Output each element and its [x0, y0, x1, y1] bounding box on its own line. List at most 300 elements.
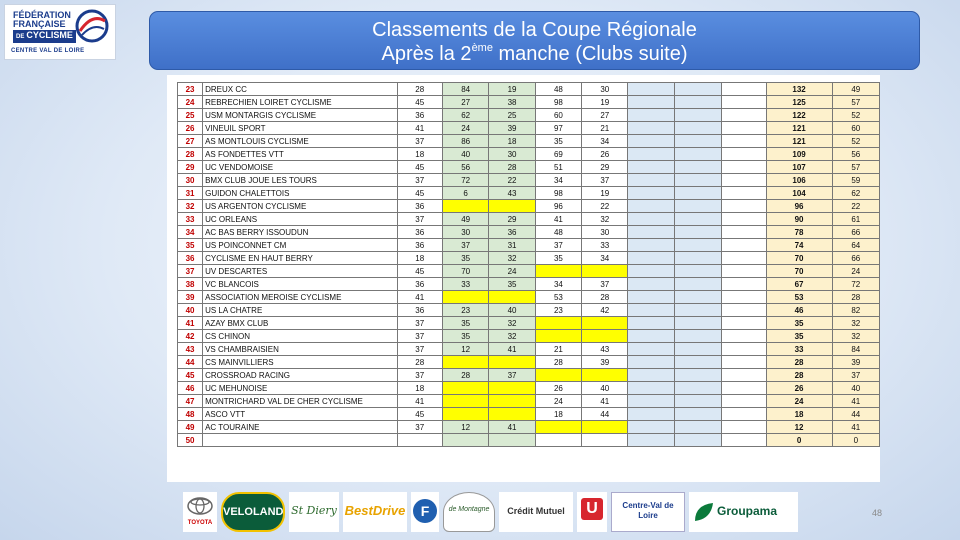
club-name-cell: US ARGENTON CYCLISME	[203, 200, 397, 213]
round-1-score-cell	[442, 382, 488, 395]
round-2-points-cell: 22	[582, 200, 628, 213]
last-column-cell: 24	[832, 265, 879, 278]
blue-empty-cell	[628, 434, 675, 447]
last-column-cell: 52	[832, 109, 879, 122]
table-row	[178, 421, 880, 434]
column-1-cell: 18	[397, 252, 442, 265]
round-2-score-cell: 24	[535, 395, 581, 408]
round-2-points-cell: 27	[582, 109, 628, 122]
total-cell: 28	[766, 369, 832, 382]
last-column-cell: 56	[832, 148, 879, 161]
rank-cell: 41	[178, 317, 203, 330]
column-1-cell: 37	[397, 330, 442, 343]
total-cell: 90	[766, 213, 832, 226]
column-1-cell: 37	[397, 421, 442, 434]
column-1-cell: 36	[397, 200, 442, 213]
club-name-cell: UV DESCARTES	[203, 265, 397, 278]
club-name-cell: UC VENDOMOISE	[203, 161, 397, 174]
blue-empty-cell	[675, 122, 722, 135]
spacer-cell	[721, 122, 766, 135]
blue-empty-cell	[628, 96, 675, 109]
total-cell: 74	[766, 239, 832, 252]
blue-empty-cell	[675, 356, 722, 369]
rank-cell: 34	[178, 226, 203, 239]
blue-empty-cell	[675, 161, 722, 174]
total-cell: 12	[766, 421, 832, 434]
rank-cell: 27	[178, 135, 203, 148]
ffc-logo	[4, 4, 116, 60]
sponsor-region-label: Centre-Val de Loire	[622, 501, 674, 520]
last-column-cell: 28	[832, 291, 879, 304]
round-2-points-cell: 26	[582, 148, 628, 161]
club-name-cell: VINEUIL SPORT	[203, 122, 397, 135]
round-1-points-cell: 18	[489, 135, 535, 148]
round-1-points-cell: 32	[489, 330, 535, 343]
page-number: 48	[872, 508, 883, 518]
blue-empty-cell	[628, 239, 675, 252]
blue-empty-cell	[628, 343, 675, 356]
club-name-cell: US POINCONNET CM	[203, 239, 397, 252]
total-cell: 46	[766, 304, 832, 317]
table-row	[178, 161, 880, 174]
blue-empty-cell	[675, 278, 722, 291]
last-column-cell: 32	[832, 330, 879, 343]
round-2-points-cell: 37	[582, 174, 628, 187]
last-column-cell: 60	[832, 122, 879, 135]
column-1-cell: 36	[397, 239, 442, 252]
sponsor-u-logo	[577, 492, 607, 532]
spacer-cell	[721, 408, 766, 421]
spacer-cell	[721, 369, 766, 382]
round-2-points-cell: 21	[582, 122, 628, 135]
round-2-points-cell: 29	[582, 161, 628, 174]
club-name-cell: CS CHINON	[203, 330, 397, 343]
sponsor-stdiery-label: St Diery	[291, 504, 337, 517]
last-column-cell: 57	[832, 161, 879, 174]
spacer-cell	[721, 265, 766, 278]
last-column-cell: 82	[832, 304, 879, 317]
round-1-points-cell: 41	[489, 421, 535, 434]
club-name-cell: AS FONDETTES VTT	[203, 148, 397, 161]
last-column-cell: 61	[832, 213, 879, 226]
round-1-points-cell: 25	[489, 109, 535, 122]
spacer-cell	[721, 343, 766, 356]
last-column-cell: 64	[832, 239, 879, 252]
sponsor-montagne-label: de Montagne	[448, 506, 490, 513]
round-2-points-cell	[582, 265, 628, 278]
round-1-score-cell: 35	[442, 317, 488, 330]
blue-empty-cell	[628, 291, 675, 304]
logo-line-3-main: CYCLISME	[26, 30, 73, 40]
round-2-score-cell: 37	[535, 239, 581, 252]
total-cell: 104	[766, 187, 832, 200]
round-1-points-cell: 30	[489, 148, 535, 161]
blue-empty-cell	[675, 174, 722, 187]
rank-cell: 29	[178, 161, 203, 174]
subtitle-before: Après la 2	[381, 43, 472, 65]
table-row	[178, 291, 880, 304]
blue-empty-cell	[675, 148, 722, 161]
column-1-cell: 45	[397, 161, 442, 174]
round-1-points-cell: 31	[489, 239, 535, 252]
blue-empty-cell	[675, 291, 722, 304]
table-row	[178, 200, 880, 213]
round-2-points-cell: 34	[582, 135, 628, 148]
table-row	[178, 187, 880, 200]
rank-cell: 42	[178, 330, 203, 343]
round-2-score-cell: 48	[535, 226, 581, 239]
sponsor-u-label: U	[581, 498, 603, 520]
blue-empty-cell	[628, 278, 675, 291]
rank-cell: 33	[178, 213, 203, 226]
column-1-cell: 28	[397, 83, 442, 96]
round-2-points-cell: 44	[582, 408, 628, 421]
spacer-cell	[721, 291, 766, 304]
total-cell: 78	[766, 226, 832, 239]
spacer-cell	[721, 278, 766, 291]
round-2-points-cell: 19	[582, 187, 628, 200]
spacer-cell	[721, 304, 766, 317]
total-cell: 26	[766, 382, 832, 395]
round-1-score-cell	[442, 434, 488, 447]
round-2-points-cell	[582, 330, 628, 343]
round-2-score-cell: 97	[535, 122, 581, 135]
round-2-points-cell: 34	[582, 252, 628, 265]
total-cell: 18	[766, 408, 832, 421]
round-1-points-cell	[489, 408, 535, 421]
round-1-score-cell: 70	[442, 265, 488, 278]
spacer-cell	[721, 239, 766, 252]
blue-empty-cell	[628, 408, 675, 421]
spacer-cell	[721, 330, 766, 343]
total-cell: 67	[766, 278, 832, 291]
round-2-score-cell: 48	[535, 83, 581, 96]
blue-empty-cell	[628, 304, 675, 317]
rank-cell: 38	[178, 278, 203, 291]
column-1-cell: 36	[397, 278, 442, 291]
sponsor-bestdrive-logo	[343, 492, 407, 532]
round-2-score-cell: 98	[535, 96, 581, 109]
last-column-cell: 44	[832, 408, 879, 421]
round-1-score-cell	[442, 200, 488, 213]
total-cell: 121	[766, 122, 832, 135]
rank-cell: 31	[178, 187, 203, 200]
round-1-points-cell: 32	[489, 252, 535, 265]
spacer-cell	[721, 252, 766, 265]
column-1-cell: 37	[397, 135, 442, 148]
club-name-cell: CYCLISME EN HAUT BERRY	[203, 252, 397, 265]
blue-empty-cell	[628, 421, 675, 434]
title-line: Classements de la Coupe Régionale	[372, 19, 697, 41]
club-name-cell	[203, 434, 397, 447]
table-row	[178, 109, 880, 122]
round-2-points-cell: 39	[582, 356, 628, 369]
spacer-cell	[721, 317, 766, 330]
column-1-cell: 18	[397, 382, 442, 395]
round-2-points-cell: 30	[582, 226, 628, 239]
club-name-cell: CS MAINVILLIERS	[203, 356, 397, 369]
blue-empty-cell	[628, 356, 675, 369]
table-row	[178, 226, 880, 239]
round-2-score-cell	[535, 421, 581, 434]
round-2-points-cell: 42	[582, 304, 628, 317]
cyclist-wheel-icon	[75, 9, 109, 43]
round-2-score-cell: 35	[535, 252, 581, 265]
sponsor-region-logo	[611, 492, 685, 532]
total-cell: 70	[766, 252, 832, 265]
sponsor-veloland-logo	[221, 492, 285, 532]
table-row	[178, 304, 880, 317]
column-1-cell: 45	[397, 265, 442, 278]
table-row	[178, 382, 880, 395]
sponsor-f-logo	[411, 492, 439, 532]
round-1-score-cell: 35	[442, 330, 488, 343]
round-1-score-cell: 28	[442, 369, 488, 382]
table-row	[178, 369, 880, 382]
round-1-score-cell	[442, 408, 488, 421]
spacer-cell	[721, 213, 766, 226]
blue-empty-cell	[628, 330, 675, 343]
total-cell: 35	[766, 317, 832, 330]
round-2-points-cell: 40	[582, 382, 628, 395]
table-row	[178, 83, 880, 96]
round-1-points-cell	[489, 395, 535, 408]
last-column-cell: 22	[832, 200, 879, 213]
rank-cell: 36	[178, 252, 203, 265]
round-1-points-cell: 35	[489, 278, 535, 291]
round-1-score-cell: 86	[442, 135, 488, 148]
rank-cell: 44	[178, 356, 203, 369]
rank-cell: 28	[178, 148, 203, 161]
round-2-score-cell: 23	[535, 304, 581, 317]
ranking-table	[177, 82, 880, 447]
sponsor-veloland-label: VELOLAND	[223, 506, 284, 518]
round-2-points-cell	[582, 434, 628, 447]
round-1-points-cell: 28	[489, 161, 535, 174]
spacer-cell	[721, 174, 766, 187]
slide-title	[149, 11, 920, 70]
rank-cell: 43	[178, 343, 203, 356]
last-column-cell: 32	[832, 317, 879, 330]
round-1-points-cell: 39	[489, 122, 535, 135]
blue-empty-cell	[675, 96, 722, 109]
logo-line-1: FÉDÉRATION	[13, 10, 71, 20]
round-1-score-cell: 49	[442, 213, 488, 226]
blue-empty-cell	[675, 226, 722, 239]
club-name-cell: AS MONTLOUIS CYCLISME	[203, 135, 397, 148]
club-name-cell: USM MONTARGIS CYCLISME	[203, 109, 397, 122]
rank-cell: 25	[178, 109, 203, 122]
round-1-score-cell: 35	[442, 252, 488, 265]
round-2-score-cell: 26	[535, 382, 581, 395]
table-row	[178, 278, 880, 291]
last-column-cell: 72	[832, 278, 879, 291]
spacer-cell	[721, 83, 766, 96]
round-1-points-cell: 19	[489, 83, 535, 96]
column-1-cell: 41	[397, 291, 442, 304]
blue-empty-cell	[675, 265, 722, 278]
blue-empty-cell	[628, 265, 675, 278]
blue-empty-cell	[675, 343, 722, 356]
blue-empty-cell	[675, 421, 722, 434]
round-1-score-cell	[442, 395, 488, 408]
sponsor-credit-mutuel-label: Crédit Mutuel	[507, 506, 565, 516]
round-2-points-cell: 28	[582, 291, 628, 304]
spacer-cell	[721, 96, 766, 109]
round-1-points-cell	[489, 382, 535, 395]
blue-empty-cell	[675, 434, 722, 447]
round-1-score-cell: 12	[442, 421, 488, 434]
rank-cell: 30	[178, 174, 203, 187]
last-column-cell: 37	[832, 369, 879, 382]
round-2-score-cell: 28	[535, 356, 581, 369]
sponsor-toyota-label: TOYOTA	[187, 520, 213, 526]
blue-empty-cell	[675, 187, 722, 200]
round-2-score-cell: 60	[535, 109, 581, 122]
table-row	[178, 96, 880, 109]
sponsor-montagne-logo	[443, 492, 495, 532]
round-2-score-cell: 53	[535, 291, 581, 304]
rank-cell: 48	[178, 408, 203, 421]
round-2-points-cell: 33	[582, 239, 628, 252]
blue-empty-cell	[675, 304, 722, 317]
column-1-cell: 37	[397, 174, 442, 187]
total-cell: 121	[766, 135, 832, 148]
table-row	[178, 135, 880, 148]
rank-cell: 40	[178, 304, 203, 317]
last-column-cell: 52	[832, 135, 879, 148]
round-1-points-cell: 37	[489, 369, 535, 382]
last-column-cell: 62	[832, 187, 879, 200]
table-row	[178, 148, 880, 161]
rank-cell: 47	[178, 395, 203, 408]
blue-empty-cell	[628, 226, 675, 239]
round-2-points-cell: 41	[582, 395, 628, 408]
club-name-cell: BMX CLUB JOUE LES TOURS	[203, 174, 397, 187]
club-name-cell: GUIDON CHALETTOIS	[203, 187, 397, 200]
round-2-score-cell	[535, 434, 581, 447]
blue-empty-cell	[628, 395, 675, 408]
club-name-cell: AC BAS BERRY ISSOUDUN	[203, 226, 397, 239]
round-1-points-cell: 43	[489, 187, 535, 200]
sponsor-stdiery-logo	[289, 492, 339, 532]
blue-empty-cell	[675, 408, 722, 421]
column-1-cell: 36	[397, 109, 442, 122]
round-2-score-cell	[535, 369, 581, 382]
rank-cell: 37	[178, 265, 203, 278]
table-row	[178, 356, 880, 369]
blue-empty-cell	[675, 369, 722, 382]
blue-empty-cell	[628, 135, 675, 148]
total-cell: 125	[766, 96, 832, 109]
round-2-points-cell: 30	[582, 83, 628, 96]
blue-empty-cell	[675, 83, 722, 96]
ranking-table-body	[178, 83, 880, 447]
column-1-cell: 36	[397, 226, 442, 239]
last-column-cell: 66	[832, 226, 879, 239]
total-cell: 0	[766, 434, 832, 447]
table-row	[178, 213, 880, 226]
spacer-cell	[721, 200, 766, 213]
sponsor-bestdrive-label: BestDrive	[344, 503, 406, 518]
round-1-score-cell	[442, 356, 488, 369]
rank-cell: 50	[178, 434, 203, 447]
total-cell: 122	[766, 109, 832, 122]
column-1-cell: 41	[397, 395, 442, 408]
subtitle-superscript: ème	[471, 42, 493, 54]
round-1-points-cell: 22	[489, 174, 535, 187]
round-1-points-cell: 36	[489, 226, 535, 239]
total-cell: 96	[766, 200, 832, 213]
total-cell: 24	[766, 395, 832, 408]
rank-cell: 49	[178, 421, 203, 434]
club-name-cell: ASSOCIATION MEROISE CYCLISME	[203, 291, 397, 304]
column-1-cell: 28	[397, 356, 442, 369]
last-column-cell: 41	[832, 421, 879, 434]
blue-empty-cell	[628, 187, 675, 200]
blue-empty-cell	[628, 200, 675, 213]
total-cell: 132	[766, 83, 832, 96]
round-2-score-cell	[535, 330, 581, 343]
blue-empty-cell	[628, 122, 675, 135]
round-1-score-cell: 33	[442, 278, 488, 291]
blue-empty-cell	[675, 135, 722, 148]
round-2-score-cell: 34	[535, 174, 581, 187]
spacer-cell	[721, 161, 766, 174]
club-name-cell: DREUX CC	[203, 83, 397, 96]
column-1-cell	[397, 434, 442, 447]
table-row	[178, 408, 880, 421]
round-2-score-cell: 18	[535, 408, 581, 421]
round-1-score-cell: 56	[442, 161, 488, 174]
logo-line-4: CENTRE VAL DE LOIRE	[11, 48, 85, 54]
round-1-score-cell: 84	[442, 83, 488, 96]
club-name-cell: US LA CHATRE	[203, 304, 397, 317]
logo-line-2: FRANÇAISE	[13, 19, 66, 29]
table-row	[178, 239, 880, 252]
rank-cell: 24	[178, 96, 203, 109]
total-cell: 106	[766, 174, 832, 187]
column-1-cell: 18	[397, 148, 442, 161]
table-row	[178, 122, 880, 135]
round-2-points-cell: 32	[582, 213, 628, 226]
table-row	[178, 317, 880, 330]
groupama-leaf-icon	[693, 501, 715, 523]
blue-empty-cell	[628, 148, 675, 161]
total-cell: 109	[766, 148, 832, 161]
table-row	[178, 330, 880, 343]
round-1-points-cell	[489, 200, 535, 213]
spacer-cell	[721, 382, 766, 395]
club-name-cell: AZAY BMX CLUB	[203, 317, 397, 330]
club-name-cell: VC BLANCOIS	[203, 278, 397, 291]
round-1-score-cell: 72	[442, 174, 488, 187]
column-1-cell: 45	[397, 96, 442, 109]
ranking-sheet	[167, 75, 880, 482]
table-row	[178, 252, 880, 265]
blue-empty-cell	[628, 369, 675, 382]
round-2-score-cell: 96	[535, 200, 581, 213]
last-column-cell: 49	[832, 83, 879, 96]
spacer-cell	[721, 356, 766, 369]
club-name-cell: ASCO VTT	[203, 408, 397, 421]
round-2-score-cell: 34	[535, 278, 581, 291]
blue-empty-cell	[675, 200, 722, 213]
round-1-score-cell	[442, 291, 488, 304]
spacer-cell	[721, 187, 766, 200]
round-1-points-cell: 40	[489, 304, 535, 317]
blue-empty-cell	[628, 174, 675, 187]
